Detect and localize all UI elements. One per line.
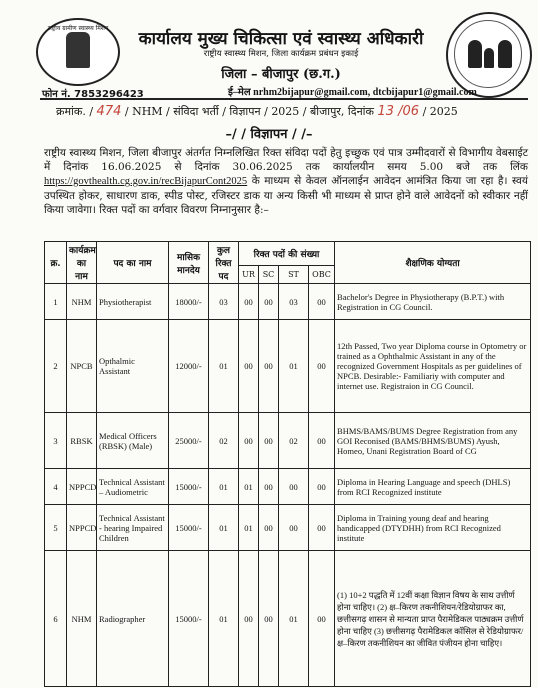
- cell-program: NPCB: [67, 320, 97, 413]
- cell-sno: 1: [45, 284, 67, 320]
- cell-sc: 00: [259, 413, 279, 469]
- cell-program: RBSK: [67, 413, 97, 469]
- cell-qualification: Diploma in Hearing Language and speech (DHLS) from RCI Recognized institute: [335, 469, 531, 505]
- table-row: [45, 284, 531, 320]
- cell-sc: 00: [259, 469, 279, 505]
- cell-total: 03: [209, 284, 239, 320]
- cell-post: Medical Officers (RBSK) (Male): [97, 413, 169, 469]
- cell-post: Radiographer: [97, 551, 169, 687]
- family-figure-icon: [468, 40, 482, 68]
- table-row: [45, 505, 531, 551]
- cell-salary: 15000/-: [169, 505, 209, 551]
- header-vacancy-group: रिक्त पदों की संख्या: [239, 242, 335, 266]
- emblem-icon: [66, 32, 90, 68]
- cell-sno: 3: [45, 413, 67, 469]
- reference-year: / 2025: [422, 105, 458, 118]
- cell-salary: 25000/-: [169, 413, 209, 469]
- cell-program: NHM: [67, 284, 97, 320]
- cell-program: NHM: [67, 551, 97, 687]
- header-total: कुल रिक्त पद: [209, 242, 239, 284]
- cell-obc: 00: [309, 413, 335, 469]
- header-program: कार्यक्रम का नाम: [67, 242, 97, 284]
- cell-obc: 00: [309, 284, 335, 320]
- notice-title: –/ / विज्ञापन / /–: [225, 127, 313, 142]
- cell-ur: 01: [239, 469, 259, 505]
- table-row: [45, 469, 531, 505]
- family-figure-icon: [498, 40, 512, 68]
- cell-post: Technical Assistant - hearing Impaired Children: [97, 505, 169, 551]
- cell-sc: 00: [259, 320, 279, 413]
- cell-st: 02: [279, 413, 309, 469]
- cell-sno: 2: [45, 320, 67, 413]
- cell-post: Technical Assistant – Audiometric: [97, 469, 169, 505]
- table-row: [45, 320, 531, 413]
- left-seal-logo: [36, 18, 120, 86]
- cell-qualification: BHMS/BAMS/BUMS Degree Registration from any GOI Reconised (BAMS/BHMS/BUMS) Ayush, Homeo, Unani Registration Board of CG: [335, 413, 531, 469]
- reference-middle: / NHM / संविदा भर्ती / विज्ञापन / 2025 / बीजापुर, दिनांक: [124, 105, 374, 118]
- header-post: पद का नाम: [97, 242, 169, 284]
- cell-obc: 00: [309, 551, 335, 687]
- cell-obc: 00: [309, 469, 335, 505]
- phone-number: फोन नं. 7853296423: [42, 89, 144, 100]
- reference-number: 474: [96, 104, 122, 119]
- left-seal-text: राष्ट्रीय ग्रामीण स्वास्थ्य मिशन: [47, 25, 109, 32]
- cell-st: 01: [279, 551, 309, 687]
- cell-ur: 00: [239, 320, 259, 413]
- office-title: कार्यालय मुख्य चिकित्सा एवं स्वास्थ्य अधिकारी: [138, 29, 424, 49]
- cell-st: 00: [279, 469, 309, 505]
- cell-program: NPPCD: [67, 469, 97, 505]
- cell-sno: 4: [45, 469, 67, 505]
- cell-sno: 6: [45, 551, 67, 687]
- email-addresses: ई–मेल nrhm2bijapur@gmail.com, dtcbijapur1@gmail.com: [228, 87, 477, 98]
- reference-line: क्रमांक. / 474 / NHM / संविदा भर्ती / विज्ञापन / 2025 / बीजापुर, दिनांक 13 /06 / 2025: [56, 104, 458, 119]
- cell-post: Opthalmic Assistant: [97, 320, 169, 413]
- table-row: [45, 551, 531, 687]
- cell-ur: 00: [239, 284, 259, 320]
- cell-program: NPPCD: [67, 505, 97, 551]
- header-obc: OBC: [309, 266, 335, 284]
- district-name: जिला – बीजापुर (छ.ग.): [221, 67, 341, 82]
- header-salary: मासिक मानदेय: [169, 242, 209, 284]
- cell-ur: 01: [239, 505, 259, 551]
- cell-salary: 12000/-: [169, 320, 209, 413]
- table-row: [45, 413, 531, 469]
- cell-st: 03: [279, 284, 309, 320]
- header-divider: [40, 98, 528, 100]
- cell-qualification: 12th Passed, Two year Diploma course in Optometry or trained as a Ophthalmic Assistant in any of the recognized Government Hospitals as per guidelines of NPCB. Desirable:- Familiariy with computer and internet use. Registraion in CG Council.: [335, 320, 531, 413]
- cell-total: 01: [209, 320, 239, 413]
- cell-st: 01: [279, 320, 309, 413]
- cell-salary: 15000/-: [169, 469, 209, 505]
- cell-qualification: Diploma in Training young deaf and hearing handicapped (DTYDHH) from RCI Recognized institute: [335, 505, 531, 551]
- header-qualification: शैक्षणिक योग्यता: [335, 242, 531, 284]
- cell-post: Physiotherapist: [97, 284, 169, 320]
- cell-sc: 00: [259, 505, 279, 551]
- cell-sc: 00: [259, 284, 279, 320]
- office-subtitle: राष्ट्रीय स्वास्थ्य मिशन, जिला कार्यक्रम प्रबंधन इकाई: [203, 49, 359, 59]
- intro-paragraph: [44, 146, 528, 217]
- header-sno: क्र.: [45, 242, 67, 284]
- cell-total: 02: [209, 413, 239, 469]
- reference-date: 13 /06: [377, 104, 420, 119]
- cell-total: 01: [209, 469, 239, 505]
- reference-prefix: क्रमांक.: [56, 105, 86, 118]
- intro-part2: के माध्यम से केवल ऑनलाईन आवेदन आमंत्रित किया जा रहा है। स्वयं उपस्थित होकर, साधारण डाक, स्पीड पोस्ट, रजिस्टर डाक या अन्य किसी भी माध्यम से प्राप्त होने वाले आवेदनों को स्वीकार नहीं किया जावेगा। रिक्त पदों का वर्गवार विवरण निम्नानुसार है:–: [44, 175, 528, 216]
- cell-salary: 15000/-: [169, 551, 209, 687]
- intro-part1: राष्ट्रीय स्वास्थ्य मिशन, जिला बीजापुर अंतर्गत निम्नलिखित रिक्त संविदा पदों हेतु इच्छुक एवं पात्र उम्मीदवारों से विभागीय वेबसाईट में दिनांक 16.06.2025 से दिनांक 30.06.2025 तक कार्यालयीन समय 5.00 बजे तक लिंक: [44, 147, 528, 173]
- cell-sno: 5: [45, 505, 67, 551]
- child-figure-icon: [484, 48, 494, 68]
- cell-ur: 00: [239, 551, 259, 687]
- cell-salary: 18000/-: [169, 284, 209, 320]
- header-sc: SC: [259, 266, 279, 284]
- header-ur: UR: [239, 266, 259, 284]
- cell-st: 00: [279, 505, 309, 551]
- header-st: ST: [279, 266, 309, 284]
- cell-ur: 00: [239, 413, 259, 469]
- cell-obc: 00: [309, 505, 335, 551]
- vacancy-table: [44, 241, 530, 687]
- cell-total: 01: [209, 551, 239, 687]
- cell-total: 01: [209, 505, 239, 551]
- application-link[interactable]: https://govthealth.cg.gov.in/recBijapurCont2025: [44, 176, 248, 187]
- cell-qualification: (1) 10+2 पद्धति में 12वीं कक्षा विज्ञान विषय के साथ उत्तीर्ण होना चाहिए। (2) क्ष–किरण तकनीशियन/रेडियोग्राफर का, छत्तीसगढ़ शासन से मान्यता प्राप्त पैरामेडिकल पाठ्यक्रम उत्तीर्ण होना चाहिए (3) छत्तीसगढ़ पैरामेडिकल कॉसिल से रेडियोग्राफर/क्ष–किरण तकनीशियन का जीवित पंजीयन होना चाहिए।: [335, 551, 531, 687]
- cell-qualification: Bachelor's Degree in Physiotherapy (B.P.T.) with Registration in CG Council.: [335, 284, 531, 320]
- cell-obc: 00: [309, 320, 335, 413]
- cell-sc: 00: [259, 551, 279, 687]
